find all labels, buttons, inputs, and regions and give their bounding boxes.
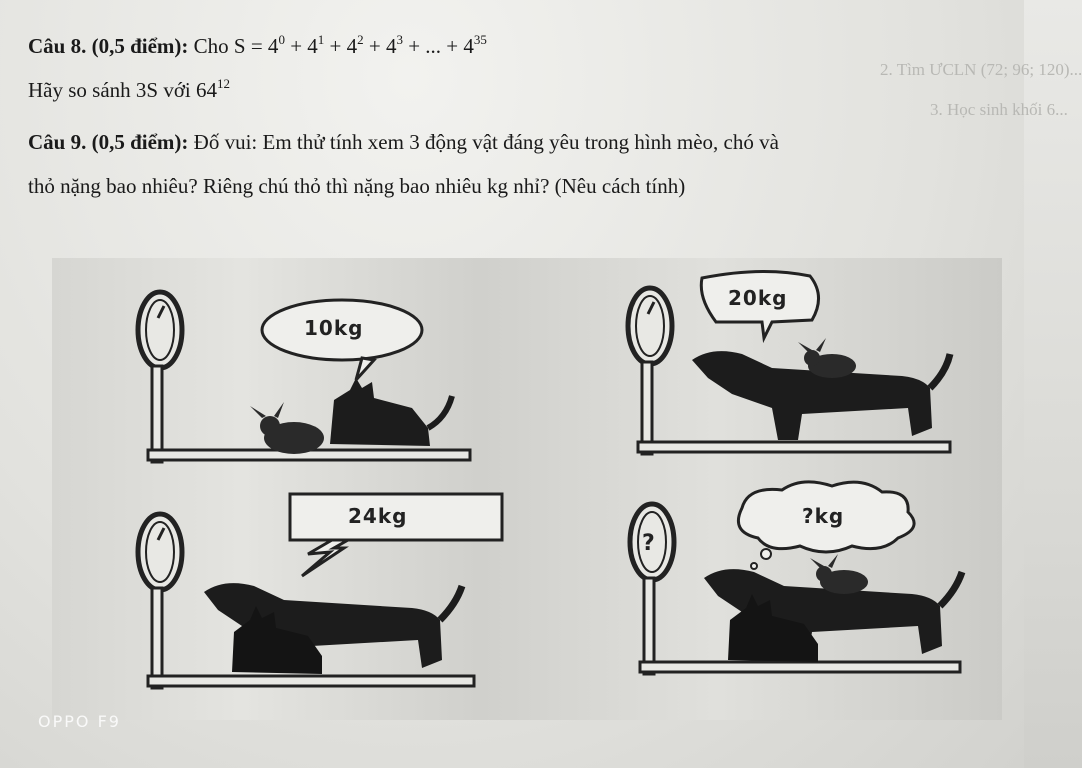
weight-label: 10kg bbox=[304, 316, 364, 340]
question-9-line-1 bbox=[28, 130, 779, 155]
exponent: 35 bbox=[473, 32, 487, 47]
speech-bubble bbox=[612, 268, 992, 468]
panel-cat-rabbit bbox=[112, 278, 492, 478]
panel-dog-cat bbox=[112, 496, 512, 706]
exponent: 2 bbox=[357, 32, 364, 47]
camera-watermark: OPPO F9 bbox=[38, 712, 121, 731]
puzzle-figure bbox=[52, 258, 1002, 720]
unknown-dial-mark: ? bbox=[642, 531, 655, 556]
term-separator: + 4 bbox=[284, 34, 318, 58]
question-9-text-2: thỏ nặng bao nhiêu? Riêng chú thỏ thì nặng bao nhiêu kg nhỉ? (Nêu cách tính) bbox=[28, 174, 686, 198]
exponent: 1 bbox=[317, 32, 325, 47]
weight-label: 20kg bbox=[728, 286, 788, 310]
speech-bubble bbox=[112, 496, 512, 706]
term-separator: + ... + 4 bbox=[402, 34, 474, 58]
question-9-heading: Câu 9. (0,5 điểm): bbox=[28, 130, 189, 154]
question-8-line-1 bbox=[28, 34, 487, 59]
exponent: 12 bbox=[217, 76, 231, 91]
term-separator: + 4 bbox=[363, 34, 397, 58]
question-8-line-2 bbox=[28, 78, 230, 103]
question-9-line-2 bbox=[28, 174, 685, 199]
panel-all-three bbox=[612, 482, 1002, 702]
question-8-intro: Cho S = 4 bbox=[193, 34, 279, 58]
worksheet-page: 2. Tìm ƯCLN (72; 96; 120)... 3. Học sinh khối 6... Câu 8. (0,5 điểm): Cho $S = 4^0 + 4^1 + 4^2 + 4^3$ + ... + $4^{35}$ Hãy so sánh 3S với $64^{12}$ Câu 9. (0,5 điểm): Đố vui: Em thử tính xem 3 động vật đáng yêu trong hình mèo, chó và thỏ nặng bao nhiêu? Riêng chú thỏ thì nặng bao nhiêu kg nhỉ? (Nêu cách tính) 10kg 20kg 24kg ? ?kg bbox=[0, 0, 1024, 768]
question-9-text-1: Đố vui: Em thử tính xem 3 động vật đáng yêu trong hình mèo, chó và bbox=[193, 130, 779, 154]
panel-dog-rabbit bbox=[612, 268, 992, 468]
speech-bubble bbox=[112, 278, 492, 478]
exponent: 0 bbox=[278, 32, 285, 47]
question-8-heading: Câu 8. (0,5 điểm): bbox=[28, 34, 189, 58]
weight-label: 24kg bbox=[348, 504, 408, 528]
compare-text: Hãy so sánh 3S với 64 bbox=[28, 78, 218, 102]
term-separator: + 4 bbox=[324, 34, 358, 58]
weight-label: ?kg bbox=[802, 504, 845, 528]
exponent: 3 bbox=[396, 32, 403, 47]
